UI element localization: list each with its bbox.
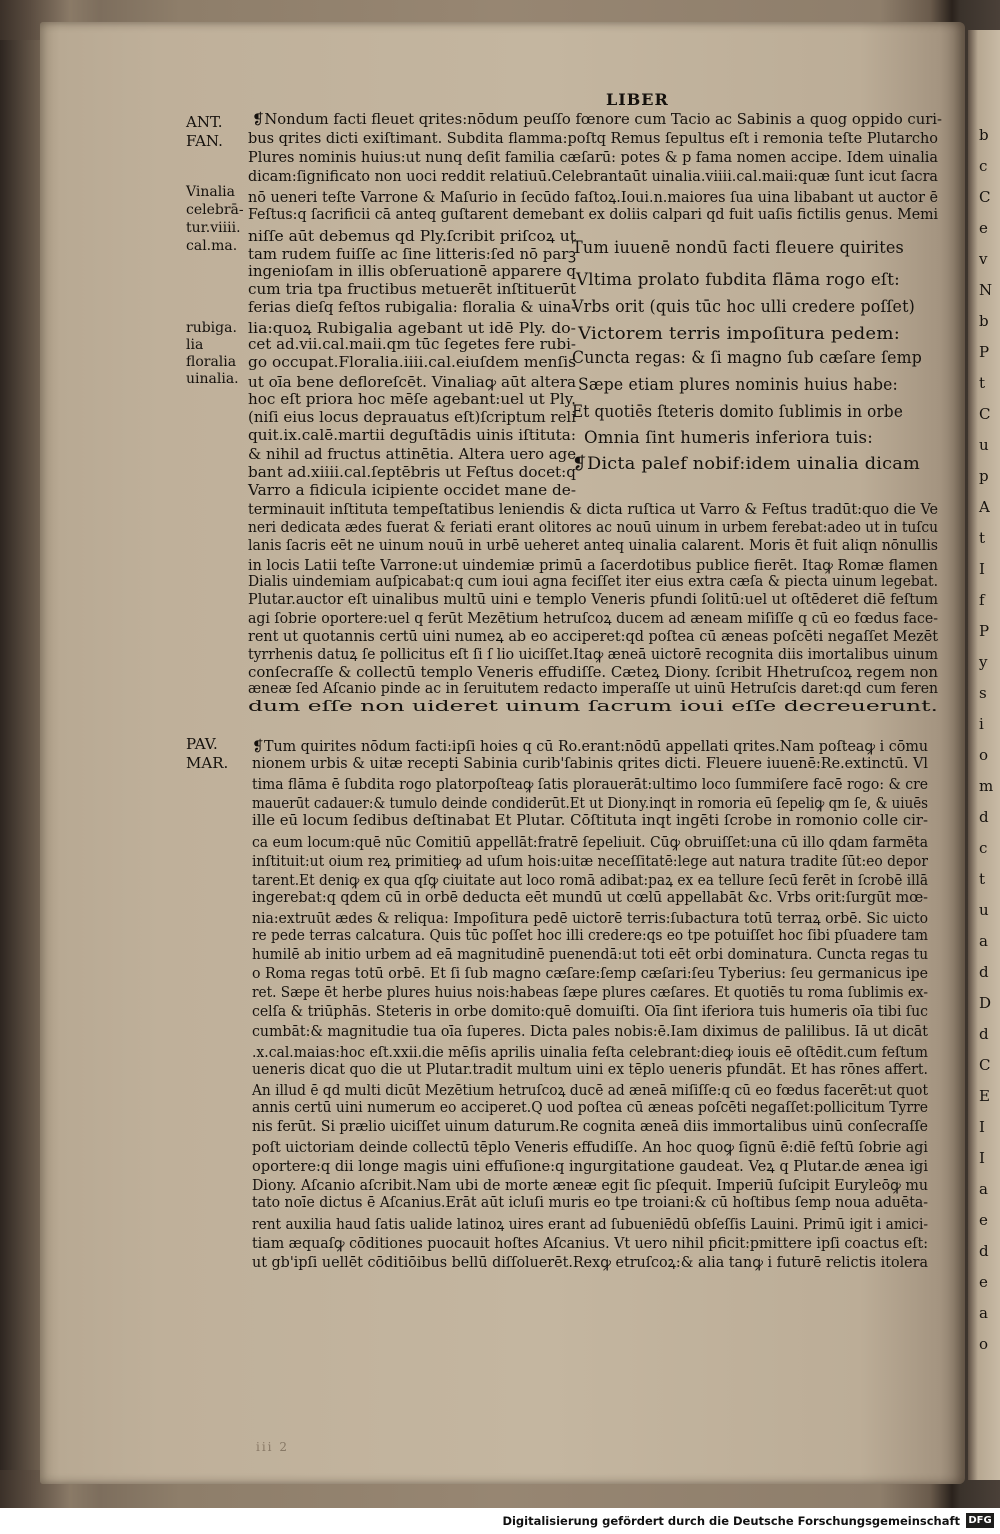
right-page-fragment: o: [979, 746, 989, 764]
commentary-line: ca eum locum:quē nūc Comitiū appellāt:fratrē ſepeliuit. Cūꝙ obruiſſet:una cū illo qdam farmēta: [252, 833, 929, 851]
commentary-line: Diony. Aſcanio aſcribit.Nam ubi de morte æneæ egit ſic pſequit. Imperiū ſuſcipit Euryleōꝙ mu: [252, 1177, 928, 1195]
verse-line: Cuncta regas: & ſi magno ſub cæſare ſemp: [572, 348, 923, 368]
right-page-fragment: t: [979, 529, 986, 547]
commentary-line: tima flāma ē ſubdita rogo platorpoſteaꝙ ſatis plorauerāt:ultimo loco ſummiſere facē rogo: & cre: [252, 776, 929, 794]
right-page-fragment: d: [979, 963, 989, 981]
commentary-line: hoc eſt priora hoc mēſe agebant:uel ut Ply.: [248, 390, 577, 408]
commentary-line: bus qrites dicti exiſtimant. Subdita flamma:poſtq Remus ſepultus eſt i remonia teſte Plutarcho: [248, 129, 939, 147]
commentary-line: Plures nominis huius:ut nunq deſit familia cæſarū: potes & p fama nomen accipe. Idem uinalia: [248, 148, 939, 166]
commentary-line: ❡Nondum facti fleuet qrites:nōdum peuſſo fœnore cum Tacio ac Sabinis a quog oppido curi-: [252, 111, 942, 128]
commentary-line: & nihil ad fructus attinētia. Altera uero age: [248, 445, 576, 463]
verse-line: Vltima prolato fubdita flāma rogo eſt:: [576, 270, 900, 290]
commentary-line: Feſtus:q ſacrificii cā anteq guſtarent demebant ex doliis calpari qd fuit uaſis fictilis genus. Memi: [248, 205, 939, 223]
right-page-fragment: i: [979, 715, 984, 733]
commentary-line: cet ad.vii.cal.maii.qm tūc ſegetes fere rubi-: [248, 335, 576, 353]
commentary-line: ret. Sæpe ēt herbe plures huius nois:habeas ſæpe plures cæſares. Et quotiēs tu roma ſublimis ex-: [252, 984, 928, 1002]
right-page-fragment: a: [979, 1304, 988, 1322]
right-page-fragment: v: [979, 250, 988, 268]
right-page-fragment: e: [979, 1273, 988, 1291]
commentary-line: cumbāt:& magnitudie tua oīa ſuperes. Dicta pales nobis:ē.Iam diximus de palilibus. Iā ut dicāt: [252, 1022, 928, 1040]
right-page-fragments: [979, 120, 1000, 1353]
right-page-fragment: u: [979, 436, 989, 454]
commentary-line: celſa & triūphās. Steteris in orbe domito:quē domuiſti. Oīa ſint iferiora tuis humeris oīa tibi ſuc: [252, 1003, 929, 1021]
commentary-line: rent auxilia haud ſatis ualide latinoꝝ uires erant ad ſubueniēdū obſeſſis Lauini. Primū igit i amici-: [252, 1215, 928, 1233]
right-page-fragment: u: [979, 901, 989, 919]
commentary-line: quit.ix.calē.martii deguſtādis uinis iſtituta:: [248, 427, 577, 445]
margin-note-vinalia: Vinalia celebrā- tur.viiii. cal.ma.: [186, 184, 244, 254]
verse-line: Et quotiēs ſteteris domito ſublimis in orbe: [572, 402, 904, 422]
right-page-fragment: m: [979, 777, 994, 795]
verse-line: Victorem terris impoſitura pedem:: [578, 324, 901, 344]
commentary-line: lanis ſacris eēt ne uinum nouū in urbē ueheret anteq uinalia calarent. Moris ēt fuit aliqn nōnullis: [248, 536, 938, 554]
commentary-line: ingerebat:q qdem cū in orbē deducta eēt mundū ut cœlū appellabāt &c. Vrbs orit:ſurgūt mœ-: [252, 888, 928, 906]
right-page-fragment: C: [979, 1056, 991, 1074]
signature-mark: iii 2: [256, 1440, 289, 1454]
right-page-fragment: t: [979, 374, 986, 392]
right-page-fragment: D: [979, 994, 992, 1012]
commentary-line: oportere:q dii longe magis uini effuſione:q ingurgitatione gaudeat. Veꝝ q Plutar.de ænea igi: [252, 1158, 929, 1176]
right-page-fragment: f: [979, 591, 985, 609]
commentary-line: in locis Latii teſte Varrone:ut uindemiæ primū a ſacerdotibus publice fierēt. Itaꝙ Romæ flamen: [248, 556, 939, 574]
right-page-fragment: I: [979, 1118, 985, 1136]
dfg-logo: DFG: [966, 1513, 994, 1528]
commentary-line: Dialis uindemiam auſpicabat:q cum ioui agna feciſſet iter eius extra cæſa & piecta uinum legebat.: [248, 572, 938, 590]
commentary-line: niſſe aūt debemus qd Ply.ſcribit priſcoꝝ ut: [248, 228, 577, 245]
commentary-line: ut oīa bene defloreſcēt. Vinaliaꝙ aūt altera: [248, 374, 576, 392]
right-page-fragment: C: [979, 405, 991, 423]
commentary-line: cum tria tpa fructibus metuerēt inſtituerūt: [248, 280, 576, 298]
right-page-fragment: P: [979, 622, 990, 640]
commentary-line: neri dedicata ædes fuerat & feriati erant olitores ac nouū uinum in urbem ferebat:adeo ut in tuſcu: [248, 518, 939, 536]
footer-bar: [0, 1508, 1000, 1534]
right-page-fragment: e: [979, 219, 988, 237]
margin-note-pav-mar: PAV. MAR.: [186, 735, 229, 772]
commentary-line: .x.cal.maias:hoc eſt.xxii.die mēſis aprilis uinalia feſta celebrant:dieꝙ iouis eē oſtēdit.cum feſtum: [252, 1043, 929, 1061]
right-page-fragment: b: [979, 312, 989, 330]
right-page-fragment: I: [979, 1149, 985, 1167]
commentary-line: dicam:ſignificato non uoci reddit relatiuū.Celebrantaūt uinalia.viiii.cal.maii:quæ ſunt icut ſacra: [248, 167, 938, 185]
right-page-fragment: y: [979, 653, 988, 671]
commentary-line: terminauit inſtituta tempeſtatibus leniendis & dicta ruſtica ut Varro & Feſtus tradūt:quo die Ve: [248, 501, 939, 518]
commentary-line: annis certū uini numerum eo acciperet.Q uod poſtea cū æneas poſcēti negaſſet:pollicitum Tyrre: [252, 1098, 928, 1116]
commentary-line: ❡Tum quirites nōdum facti:ipſi hoies q cū Ro.erant:nōdū appellati qrites.Nam poſteaꝙ i cōmu: [252, 738, 929, 755]
right-page-fragment: s: [979, 684, 987, 702]
commentary-line: tiam æquaſꝙ cōditiones puocauit hoſtes Aſcanius. Vt uero nihil pficit:pmittere ipſi coactus eſt:: [252, 1234, 929, 1252]
right-page-fragment: e: [979, 1211, 988, 1229]
commentary-line: ut gb'ipſi uellēt cōditiōibus bellū diſſoluerēt.Rexꝙ etruſcoꝝ:& alia tanꝙ i futurē relictis itolera: [252, 1253, 929, 1271]
commentary-line: ille eū locum ſedibus deſtinabat Et Plutar. Cōſtituta inqt ingēti ſcrobe in romonio colle cir-: [252, 812, 928, 830]
commentary-line: nis ferūt. Si prælio uiciſſet uinum daturum.Re cognita æneā diis immortalibus uinū conſecraſſe: [252, 1118, 928, 1135]
right-page-fragment: A: [979, 498, 990, 516]
commentary-line: humilē ab initio urbem ad eā magnitudinē puenendā:ut toti eēt orbi dominatura. Cuncta regas tu: [252, 946, 929, 964]
commentary-line: inſtituit:ut oium reꝝ primitieꝙ ad uſum hois:uitæ neceſſitatē:lege aut natura tradite ſūt:eo depor: [252, 852, 928, 870]
right-page-fragment: C: [979, 188, 991, 206]
margin-note-ant-fan: ANT. FAN.: [186, 113, 223, 150]
right-page-fragment: N: [979, 281, 993, 299]
verse-line: Omnia ſint humeris inferiora tuis:: [584, 428, 873, 448]
commentary-line: poſt uictoriam deinde collectū tēplo Veneris effudiſſe. An hoc quoꝙ ſignū ē:diē feſtū ſobrie agi: [252, 1139, 928, 1157]
page-header: LIBER: [606, 90, 669, 109]
right-page-fragment: a: [979, 1180, 988, 1198]
right-page-fragment: b: [979, 126, 989, 144]
commentary-line: tyrrhenis datuꝝ ſe pollicitus eſt ſi ſ lio uiciſſet.Itaꝙ æneā uictorē recognita diis imortalibus uinum: [248, 646, 938, 664]
right-page-fragment: p: [979, 467, 989, 485]
right-page-fragment: d: [979, 1242, 989, 1260]
commentary-line: go occupat.Floralia.iiii.cal.eiuſdem menſis: [248, 354, 577, 372]
right-page-fragment: c: [979, 157, 988, 175]
right-page-fragment: d: [979, 808, 989, 826]
commentary-line: dum eſſe non uideret uinum ſacrum ioui eſſe decreuerunt.: [248, 697, 939, 715]
commentary-line: An illud ē qd multi dicūt Mezētium hetruſcoꝝ ducē ad æneā miſiſſe:q cū eo fœdus facerēt:ut quot: [252, 1081, 928, 1099]
commentary-line: agi ſobrie oportere:uel q ferūt Mezētium hetruſcoꝝ ducem ad æneam miſiſſe q cū eo fœdus face-: [248, 610, 939, 628]
right-page-fragment: o: [979, 1335, 989, 1353]
commentary-line: Plutar.auctor eſt uinalibus multū uini e templo Veneris pfundi ſolitū:uel ut oſtēderet diē feſtum: [248, 590, 938, 608]
commentary-line: nō ueneri teſte Varrone & Maſurio in ſecūdo faſtoꝝ.Ioui.n.maiores ſua uina libabant ut auctor ē: [248, 188, 939, 206]
commentary-line: Varro a fidicula icipiente occidet mane de-: [248, 482, 577, 500]
commentary-line: æneæ ſed Aſcanio pinde ac in ſeruitutem redacto imperaſſe ut uinū Hetruſcis daret:qd cum feren: [248, 680, 939, 697]
commentary-line: rent ut quotannis certū uini numeꝝ ab eo acciperet:qd poſtea cū æneas poſcēti negaſſet Mezēt: [248, 628, 939, 646]
commentary-line: nionem urbis & uitæ recepti Sabinia curib'ſabinis qrites dicti. Fleuere iuuenē:Re.extinctū. Vl: [252, 755, 929, 773]
verse-line: ❡Dicta palef nobif:idem uinalia dicam: [572, 454, 920, 474]
commentary-line: tato noīe dictus ē Aſcanius.Erāt aūt icluſi muris eo tpe troiani:& cū hoſtibus ſemp noua aduēta-: [252, 1194, 929, 1212]
right-page-fragment: t: [979, 870, 986, 888]
commentary-line: lia:quoꝝ Rubigalia agebant ut idē Ply. do-: [248, 319, 576, 337]
right-page-fragment: a: [979, 932, 988, 950]
margin-note-rubigalia: rubiga. lia floralia uinalia.: [186, 320, 239, 387]
right-page-fragment: I: [979, 560, 985, 578]
commentary-line: ferias dieſq feſtos rubigalia: floralia & uina-: [248, 299, 576, 317]
commentary-line: bant ad.xiiii.cal.ſeptēbris ut Feſtus docet:q: [248, 463, 577, 481]
commentary-line: ueneris dicat quo die ut Plutar.tradit multum uini ex tēplo ueneris pfundāt. Et has rōnes affert.: [252, 1060, 928, 1078]
commentary-line: conſecraſſe & collectū templo Veneris effudiſſe. Cæteꝝ Diony. ſcribit Hhetruſcoꝝ regem non: [248, 664, 938, 682]
commentary-line: tam rudem fuiſſe ac ſine litteris:ſed nō parꝫ: [248, 246, 576, 264]
commentary-line: (niſi eius locus deprauatus eſt)ſcriptum reli: [248, 409, 577, 426]
right-page-fragment: d: [979, 1025, 989, 1043]
commentary-line: re pede terras calcatura. Quis tūc poſſet hoc illi credere:qs eo tpe potuiſſet hoc ſibi pſuadere tam: [252, 927, 928, 944]
commentary-line: ingenioſam in illis obſeruationē apparere q: [248, 262, 576, 280]
commentary-line: nia:extruūt ædes & reliqua: Impoſitura pedē uictorē terris:ſubactura totū terraꝝ orbē. Sic uicto: [252, 909, 929, 927]
right-page-fragment: P: [979, 343, 990, 361]
verse-line: Sæpe etiam plures nominis huius habe:: [578, 375, 899, 395]
commentary-line: mauerūt cadauer:& tumulo deinde condiderūt.Et ut Diony.inqt in romoria eū ſepeliꝙ qm ſe, & uiuēs: [252, 795, 928, 813]
right-page-fragment: E: [979, 1087, 990, 1105]
footer-credit: Digitalisierung gefördert durch die Deutsche Forschungsgemeinschaft: [502, 1514, 960, 1528]
verse-line: Tum iuuenē nondū facti fleuere quirites: [572, 238, 905, 258]
right-page-fragment: c: [979, 839, 988, 857]
verse-line: Vrbs orit (quis tūc hoc ulli credere poſſet): [572, 297, 915, 317]
commentary-line: tarent.Et deniꝙ ex qua qſꝙ ciuitate aut loco romā adibat:paꝝ ex ea tellure ſecū ferēt in ſcrobē illā: [252, 871, 929, 889]
commentary-line: o Roma regas totū orbē. Et ſi ſub magno cæſare:ſemp cæſari:ſeu Tyberius: ſeu germanicus ipe: [252, 965, 928, 983]
